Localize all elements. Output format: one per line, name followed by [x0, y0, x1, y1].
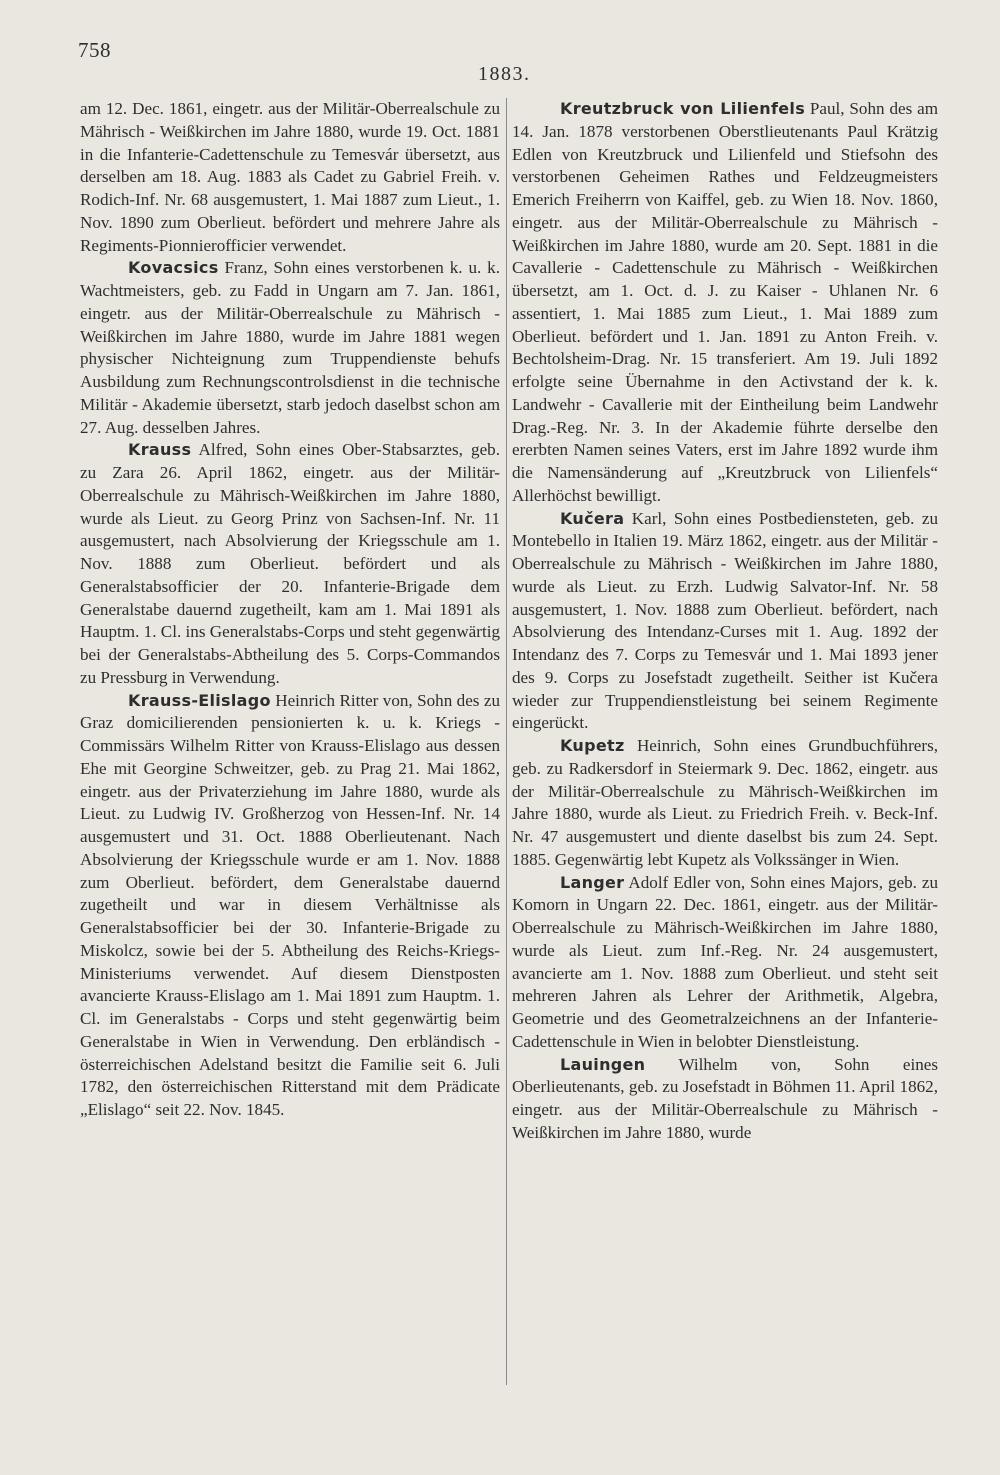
biography-entry — [512, 872, 938, 1054]
entry-surname: Kovacsics — [128, 258, 219, 278]
page-number: 758 — [78, 38, 111, 62]
entry-text: Alfred, Sohn eines Ober-Stabsarztes, geb. zu Zara 26. April 1862, eingetr. aus der Militär-Oberrealschule zu Mährisch-Weißkirchen im Jahre 1880, wurde als Lieut. zu Georg Prinz von Sachsen-Inf. Nr. 11 ausgemustert, nach Absolvierung der Kriegsschule am 1. Nov. 1888 zum Oberlieut. befördert und als Generalstabsofficier der 20. Infanterie-Brigade dem Generalstabe dauernd zugetheilt, kam am 1. Mai 1891 als Hauptm. 1. Cl. ins Generalstabs-Corps und steht gegenwärtig bei der Generalstabs-Abtheilung des 5. Corps-Commandos zu Pressburg in Verwendung. — [80, 440, 500, 687]
entry-surname: Langer — [560, 872, 625, 892]
entry-surname: Kučera — [560, 508, 625, 528]
biography-entry — [512, 508, 938, 736]
entry-text: Wilhelm von, Sohn eines Oberlieutenants, geb. zu Josefstadt in Böhmen 11. April 1862, eingetr. aus der Militär-Oberrealschule zu Mährisch - Weißkirchen im Jahre 1880, wurde — [512, 1054, 938, 1142]
entry-text: Adolf Edler von, Sohn eines Majors, geb. zu Komorn in Ungarn 22. Dec. 1861, eingetr. aus der Militär-Oberrealschule zu Mährisch-Weißkirchen im Jahre 1880, wurde als Lieut. zum Inf.-Reg. Nr. 24 ausgemustert, avancierte am 1. Nov. 1888 zum Oberlieut. und steht seit mehreren Jahren als Lehrer der Arithmetik, Algebra, Geometrie und des Geometralzeichnens an der Infanterie-Cadettenschule in Wien in belobter Dienstleistung. — [512, 872, 938, 1051]
entry-text: Karl, Sohn eines Postbediensteten, geb. zu Montebello in Italien 19. März 1862, eingetr. aus der Militär - Oberrealschule zu Mährisch - Weißkirchen im Jahre 1880, wurde als Lieut. zu Erzh. Ludwig Salvator-Inf. Nr. 58 ausgemustert, 1. Nov. 1888 zum Oberlieut. befördert, nach Absolvierung des Intendanz-Curses mit 1. Aug. 1892 der Intendanz des 7. Corps zu Temesvár und 1. Mai 1893 jener des 9. Corps zu Josefstadt zugetheilt. Seither ist Kučera wieder zur Truppendienstleistung bei seinem Regimente eingerückt. — [512, 508, 938, 733]
entry-text: Paul, Sohn des am 14. Jan. 1878 verstorbenen Oberstlieutenants Paul Krätzig Edlen von Kreutzbruck und Lilienfeld und Stiefsohn des verstorbenen Geheimen Rathes und Feldzeugmeisters Emerich Freiherrn von Kaiffel, geb. zu Wien 18. Nov. 1860, eingetr. aus der Militär-Oberrealschule zu Mährisch - Weißkirchen im Jahre 1880, wurde am 20. Sept. 1881 in die Cavallerie - Cadettenschule zu Mährisch - Weißkirchen übersetzt, am 1. Oct. d. J. zu Kaiser - Uhlanen Nr. 6 assentiert, 1. Mai 1885 zum Lieut., 1. Mai 1889 zum Oberlieut. befördert und 1. Jan. 1891 zu Anton Freih. v. Bechtolsheim-Drag. Nr. 15 transferiert. Am 19. Juli 1892 erfolgte seine Übernahme in den Activstand der k. k. Landwehr - Cavallerie mit der Eintheilung beim Landwehr Drag.-Reg. Nr. 3. In der Akademie führte derselbe den ererbten Namen seines Vaters, erst im Jahre 1892 wurde ihm die Namensänderung auf „Kreutzbruck von Lilienfels“ Allerhöchst bewilligt. — [512, 99, 938, 505]
entry-surname: Kupetz — [560, 736, 625, 755]
entry-surname: Krauss — [128, 440, 192, 460]
biography-entry — [512, 98, 938, 508]
biography-entry — [512, 735, 938, 872]
biography-entry — [80, 98, 500, 257]
entry-surname: Krauss-Elislago — [128, 690, 271, 710]
right-column — [512, 98, 938, 1145]
biography-entry — [512, 1054, 938, 1145]
column-divider — [506, 98, 507, 1385]
entry-surname: Kreutzbruck von Lilienfels — [560, 99, 806, 118]
biography-entry — [80, 690, 500, 1122]
entry-text: Heinrich Ritter von, Sohn des zu Graz domicilierenden pensionierten k. u. k. Kriegs - Commissärs Wilhelm Ritter von Krauss-Elislago aus dessen Ehe mit Georgine Schweitzer, geb. zu Prag 21. Mai 1862, eingetr. aus der Privaterziehung im Jahre 1880, wurde als Lieut. zu Ludwig IV. Großherzog von Hessen-Inf. Nr. 14 ausgemustert und 31. Oct. 1888 Oberlieutenant. Nach Absolvierung der Kriegsschule wurde er am 1. Nov. 1888 zum Oberlieut. befördert, dem Generalstabe dauernd zugetheilt und war in diesem Verhältnisse als Generalstabsofficier bei der 30. Infanterie-Brigade zu Miskolcz, sowie bei der 5. Abtheilung des Reichs-Kriegs-Ministeriums verwendet. Auf diesem Dienstposten avancierte Krauss-Elislago am 1. Mai 1891 zum Hauptm. 1. Cl. im Generalstabs - Corps und steht gegenwärtig beim Generalstabe in Wien in Verwendung. Den erbländisch - österreichischen Adelstand besitzt die Familie seit 6. Juli 1782, den österreichischen Ritterstand mit dem Prädicate „Elislago“ seit 22. Nov. 1845. — [80, 690, 500, 1119]
entry-surname: Lauingen — [560, 1054, 646, 1074]
biography-entry — [80, 439, 500, 689]
page-year-heading: 1883. — [478, 63, 531, 85]
biography-entry — [80, 257, 500, 439]
entry-text: Franz, Sohn eines verstorbenen k. u. k. Wachtmeisters, geb. zu Fadd in Ungarn am 7. Jan. 1861, eingetr. aus der Militär-Oberrealschule zu Mährisch - Weißkirchen im Jahre 1880, wurde im Jahre 1881 wegen physischer Nichteignung zum Truppendienste behufs Ausbildung zum Rechnungscontrolsdienst in die technische Militär - Akademie übersetzt, starb jedoch daselbst schon am 27. Aug. desselben Jahres. — [80, 258, 500, 437]
left-column — [80, 98, 500, 1122]
entry-text: Heinrich, Sohn eines Grundbuchführers, geb. zu Radkersdorf in Steiermark 9. Dec. 1862, eingetr. aus der Militär-Oberrealschule zu Mährisch-Weißkirchen im Jahre 1880, wurde als Lieut. zu Friedrich Freih. v. Beck-Inf. Nr. 47 ausgemustert und diente daselbst bis zum 24. Sept. 1885. Gegenwärtig lebt Kupetz als Volkssänger in Wien. — [512, 736, 938, 869]
entry-text: am 12. Dec. 1861, eingetr. aus der Militär-Oberrealschule zu Mährisch - Weißkirchen im Jahre 1880, wurde 19. Oct. 1881 in die Infanterie-Cadettenschule zu Temesvár übersetzt, aus derselben am 18. Aug. 1883 als Cadet zu Gabriel Freih. v. Rodich-Inf. Nr. 68 ausgemustert, 1. Mai 1887 zum Lieut., 1. Nov. 1890 zum Oberlieut. befördert und mehrere Jahre als Regiments-Pionnierofficier verwendet. — [80, 99, 500, 255]
